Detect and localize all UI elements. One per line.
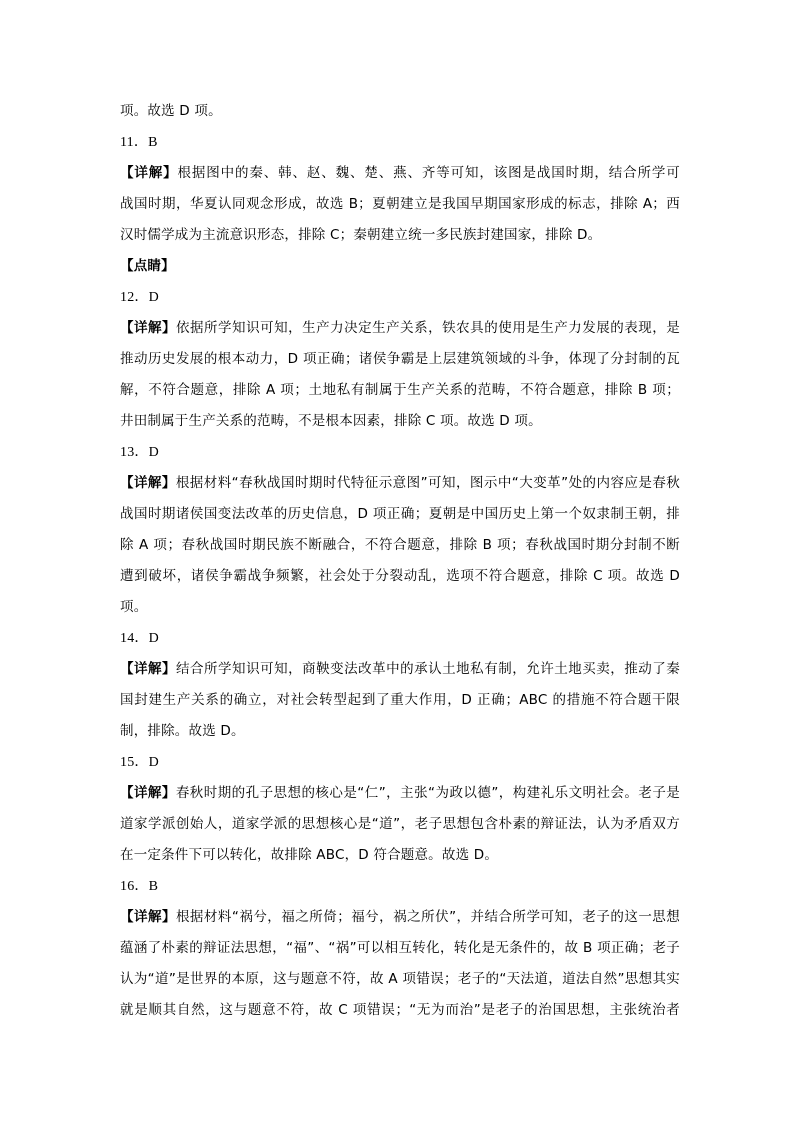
answer-number: 12．D <box>120 290 159 305</box>
line-text: 在一定条件下可以转化，故排除 ABC，D 符合题意。故选 D。 <box>120 847 499 863</box>
text-line <box>120 995 680 1026</box>
section-tag: 【详解】 <box>120 475 176 491</box>
text-line <box>120 189 680 220</box>
section-tag: 【详解】 <box>120 909 176 925</box>
text-line <box>120 530 680 561</box>
section-tag: 【详解】 <box>120 661 177 677</box>
text-line <box>120 933 680 964</box>
answer-number: 15．D <box>120 755 159 770</box>
section-tag: 【详解】 <box>120 165 178 181</box>
line-text: 项。 <box>120 599 148 615</box>
text-line <box>120 344 680 375</box>
line-text: 根据材料“春秋战国时期时代特征示意图”可知，图示中“大变革”处的内容应是春秋 <box>175 475 680 491</box>
line-text: 蕴涵了朴素的辩证法思想，“福”、“祸”可以相互转化，转化是无条件的，故 B 项正确；老子 <box>120 940 680 956</box>
document-page <box>120 96 680 1026</box>
line-text: 国封建生产关系的确立，对社会转型起到了重大作用，D 正确；ABC 的措施不符合题干限 <box>120 692 680 708</box>
text-line <box>120 251 680 282</box>
answer-number-line <box>120 127 680 158</box>
text-line <box>120 654 680 685</box>
answer-number-line <box>120 437 680 468</box>
text-line <box>120 220 680 251</box>
text-line <box>120 468 680 499</box>
answer-number-line <box>120 282 680 313</box>
answer-number: 11．B <box>120 135 158 150</box>
line-text: 就是顺其自然，这与题意不符，故 C 项错误；“无为而治”是老子的治国思想，主张统治者 <box>120 1002 680 1018</box>
answer-number-line <box>120 747 680 778</box>
text-line <box>120 375 680 406</box>
answer-number: 13．D <box>120 445 159 460</box>
line-text: 依据所学知识可知，生产力决定生产关系，铁农具的使用是生产力发展的表现，是 <box>176 320 680 336</box>
line-text: 遭到破坏，诸侯争霸战争频繁，社会处于分裂动乱，选项不符合题意，排除 C 项。故选 D <box>120 568 680 584</box>
text-line <box>120 716 680 747</box>
text-line <box>120 778 680 809</box>
answer-number: 14．D <box>120 631 159 646</box>
line-text: 项。故选 D 项。 <box>120 103 222 119</box>
line-text: 除 A 项；春秋战国时期民族不断融合，不符合题意，排除 B 项；春秋战国时期分封制不断 <box>120 537 680 553</box>
text-line <box>120 561 680 592</box>
line-text: 道家学派创始人，道家学派的思想核心是“道”，老子思想包含朴素的辩证法，认为矛盾双方 <box>120 816 680 832</box>
section-tag: 【点睛】 <box>120 258 175 274</box>
text-line <box>120 96 680 127</box>
answer-number-line <box>120 871 680 902</box>
text-line <box>120 406 680 437</box>
line-text: 制，排除。故选 D。 <box>120 723 245 739</box>
line-text: 根据图中的秦、韩、赵、魏、楚、燕、齐等可知，该图是战国时期，结合所学可 <box>177 165 680 181</box>
section-tag: 【详解】 <box>120 320 177 336</box>
line-text: 解，不符合题意，排除 A 项；土地私有制属于生产关系的范畴，不符合题意，排除 B 项； <box>120 382 680 398</box>
line-text: 战国时期，华夏认同观念形成，故选 B；夏朝建立是我国早期国家形成的标志，排除 A；西 <box>120 196 680 212</box>
text-line <box>120 499 680 530</box>
text-line <box>120 592 680 623</box>
text-line <box>120 158 680 189</box>
text-line <box>120 840 680 871</box>
text-line <box>120 313 680 344</box>
answer-number-line <box>120 623 680 654</box>
text-line <box>120 964 680 995</box>
section-tag: 【详解】 <box>120 785 176 801</box>
line-text: 汉时儒学成为主流意识形态，排除 C；秦朝建立统一多民族封建国家，排除 D。 <box>120 227 602 243</box>
text-line <box>120 809 680 840</box>
line-text: 认为“道”是世界的本原，这与题意不符，故 A 项错误；老子的“天法道，道法自然”思想其实 <box>120 971 680 987</box>
line-text: 根据材料“祸兮，福之所倚；福兮，祸之所伏”，并结合所学可知，老子的这一思想 <box>175 909 680 925</box>
text-line <box>120 902 680 933</box>
line-text: 井田制属于生产关系的范畴，不是根本因素，排除 C 项。故选 D 项。 <box>120 413 542 429</box>
line-text: 战国时期诸侯国变法改革的历史信息，D 项正确；夏朝是中国历史上第一个奴隶制王朝，排 <box>120 506 680 522</box>
answer-number: 16．B <box>120 879 159 894</box>
line-text: 结合所学知识可知，商鞅变法改革中的承认土地私有制，允许土地买卖，推动了秦 <box>176 661 680 677</box>
text-line <box>120 685 680 716</box>
line-text: 推动历史发展的根本动力，D 项正确；诸侯争霸是上层建筑领域的斗争，体现了分封制的瓦 <box>120 351 680 367</box>
line-text: 春秋时期的孔子思想的核心是“仁”，主张“为政以德”，构建礼乐文明社会。老子是 <box>175 785 680 801</box>
